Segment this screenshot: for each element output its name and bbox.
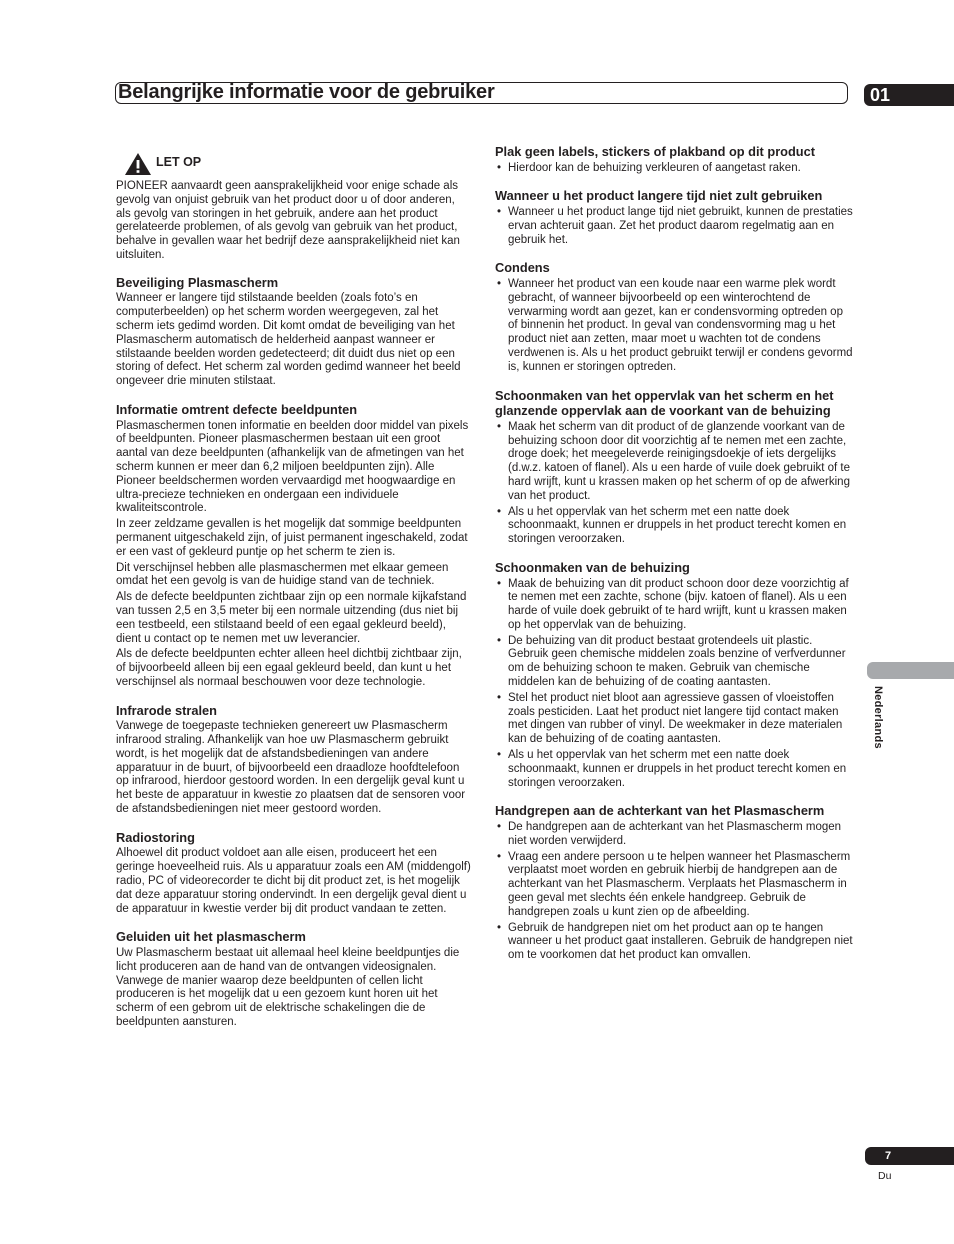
- left-column: [116, 150, 471, 1043]
- section-informatie-omtrent-defecte-beeldpunten: [116, 402, 471, 690]
- page-title: Belangrijke informatie voor de gebruiker: [118, 81, 495, 103]
- section-paragraph: In zeer zeldzame gevallen is het mogelijk dat sommige beeldpunten permanent uitgeschakeld zijn, of juist permanent ingeschakeld, zodat er een vast of gekleurd puntje op het scherm te zien is.: [116, 518, 468, 558]
- bullet-item: • De handgrepen aan de achterkant van het Plasmascherm mogen niet worden verwijderd.: [495, 821, 855, 849]
- section-paragraph: Uw Plasmascherm bestaat uit allemaal heel kleine beeldpuntjes die licht produceren aan de hand van de ontvangen videosignalen. Vanwege de manier waarop deze beeldpunten of cellen licht produceren is het mogelijk dat u een gezoem kunt horen uit het scherm of een gebrom uit de elektrische schakelingen die de beeldpunten aansturen.: [116, 947, 460, 1029]
- right-column: [495, 144, 855, 976]
- section-heading: Plak geen labels, stickers of plakband op dit product: [495, 144, 815, 159]
- section-heading: Schoonmaken van het oppervlak van het scherm en het glanzende oppervlak aan de voorkant van de behuizing: [495, 387, 834, 419]
- bullet-item: • Vraag een andere persoon u te helpen wanneer het Plasmascherm verplaatst moet worden en gebruik hierbij de handgrepen aan de achterkant van het Plasmascherm. Verplaats het Plasmascherm in geen geval met slechts één enkele handgreep. Gebruik de handgrepen zoals u kunt zien op de afbeelding.: [495, 851, 855, 920]
- section-heading: Geluiden uit het plasmascherm: [116, 929, 306, 945]
- bullet-item: • Wanneer u het product lange tijd niet gebruikt, kunnen de prestaties ervan achteruit gaan. Zet het product daarom regelmatig aan en gebruik het.: [495, 206, 855, 247]
- bullet-list: [495, 578, 855, 791]
- bullet-item: • Als u het oppervlak van het scherm met een natte doek schoonmaakt, kunnen er druppels in het product terecht komen en storingen veroorzaken.: [495, 749, 855, 790]
- bullet-item: • Als u het oppervlak van het scherm met een natte doek schoonmaakt, kunnen er druppels in het product terecht komen en storingen veroorzaken.: [495, 506, 855, 547]
- bullet-list: [495, 206, 855, 247]
- section-heading: Handgrepen aan de achterkant van het Plasmascherm: [495, 803, 825, 819]
- bullet-list: [495, 278, 855, 375]
- bullet-item: • Gebruik de handgrepen niet om het product aan op te hangen wanneer u het product gaat installeren. Gebruik de handgrepen niet om te voorkomen dat het product kan omvallen.: [495, 922, 855, 963]
- section-heading: Beveiliging Plasmascherm: [116, 274, 279, 290]
- section-heading: Radiostoring: [116, 829, 195, 845]
- section-paragraph: Plasmaschermen tonen informatie en beelden door middel van pixels of beeldpunten. Pioneer plasmaschermen bestaan uit een groot aantal van deze beeldpunten (afhankelijk van de afmetingen van het scherm kunnen er meer dan 6,2 miljoen beeldpunten zijn). Alle Pioneer beeldschermen worden vervaardigd met hoogwaardige en ultra-precieze technieken en ondergaan een individuele kwaliteitscontrole.: [116, 419, 469, 515]
- section-paragraph: Als de defecte beeldpunten zichtbaar zijn op een normale kijkafstand van tussen 2,5 en 3,5 meter bij een normale uitzending (dus niet bij een testbeeld, een stilstaand beeld of een egaal gekleurd beeld), dient u contact op te nemen met uw leverancier.: [116, 591, 467, 645]
- section-paragraph: Wanneer er langere tijd stilstaande beelden (zoals foto’s en computerbeelden) op het scherm worden weergegeven, zal het scherm iets gedimd worden. Dit komt omdat de beveiliging van het Plasmascherm automatisch de helderheid aanpast wanneer er stilstaande beelden worden gedetecteerd; dit duidt dus niet op een storing of defect. Het scherm zal worden gedimd wanneer het beeld ongeveer drie minuten stilstaat.: [116, 292, 461, 388]
- section-heading: Wanneer u het product langere tijd niet zult gebruiken: [495, 188, 823, 204]
- section-schoonmaken-van-de-behuizing: [495, 560, 855, 791]
- warning-triangle-icon: [124, 152, 152, 176]
- bullet-item: • Hierdoor kan de behuizing verkleuren of aangetast raken.: [495, 162, 855, 176]
- bullet-item: • Wanneer het product van een koude naar een warme plek wordt gebracht, of wanneer bijvoorbeeld op een winterochtend de verwarming wordt aan gezet, kan er condensvorming optreden op of binnenin het product. In geval van condensvorming mag u het product niet aan zetten, maar moet u wachten tot de condens verdwenen is. Als u het product gebruikt terwijl er condens gevormd is, kunnen er storingen optreden.: [495, 278, 855, 375]
- bullet-item: • Maak de behuizing van dit product schoon door deze voorzichtig af te nemen met een zachte, schone (bijv. katoen of flanel). Als u een harde of vuile doek gebruikt of te hard wrijft, kunt u krassen maken op het oppervlak van de behuizing.: [495, 578, 855, 633]
- bullet-item: • Stel het product niet bloot aan agressieve gassen of vloeistoffen zoals pesticiden. Laat het product niet langere tijd contact maken met dingen van rubber of vinyl. De weekmaker in deze materialen kan de behuizing of de coating aantasten.: [495, 692, 855, 747]
- section-geluiden-uit-het-plasmascherm: [116, 929, 471, 1029]
- section-schoonmaken-van-het-oppervlak-van-het-sc: [495, 388, 855, 547]
- section-heading: Condens: [495, 260, 550, 276]
- caution-title: LET OP: [156, 155, 202, 169]
- caution-text: PIONEER aanvaardt geen aansprakelijkheid voor enige schade als gevolg van onjuist gebruik van het product door u of door anderen, als gevolg van storingen in het gebruik, andere aan het product gerelateerde problemen, of als gevolg van gebruik van het product, behalve in gevallen waar het bedrijf deze aansprakelijkheid niet kan uitsluiten.: [116, 180, 460, 261]
- language-label: Nederlands: [872, 686, 884, 749]
- section-heading: Schoonmaken van de behuizing: [495, 559, 690, 575]
- section-paragraph: Alhoewel dit product voldoet aan alle eisen, produceert het een geringe hoeveelheid ruis. Als u apparatuur zoals een AM (middengolf) radio, PC of videorecorder te dicht bij dit product zet, is het mogelijk dat deze apparatuur storing ondervindt. In een dergelijk geval dient u de apparatuur in kwestie verder bij dit product vandaan te zetten.: [116, 847, 471, 915]
- section-infrarode-stralen: [116, 703, 471, 817]
- page-language-code: Du: [878, 1170, 892, 1182]
- bullet-item: • Maak het scherm van dit product of de glanzende voorkant van de behuizing schoon door dit voorzichtig af te nemen met een zachte, droge doek; het meegeleverde reinigingsdoekje of iets dergelijks (d.w.z. katoen of flanel). Als u een harde of vuile doek gebruikt of te hard wrijft, kunt u krassen maken op het scherm of op de afwerking van het product.: [495, 421, 855, 504]
- bullet-list: [495, 162, 855, 176]
- section-paragraph: Als de defecte beeldpunten echter alleen heel dichtbij zichtbaar zijn, of bijvoorbeeld alleen bij een egaal gekleurd beeld, dan kunt u het verschijnsel als normaal beschouwen voor deze technologie.: [116, 648, 462, 688]
- chapter-number: 01: [864, 84, 954, 106]
- right-sections: [495, 144, 855, 963]
- section-paragraph: Dit verschijnsel hebben alle plasmaschermen met elkaar gemeen omdat het een gevolg is van de huidige stand van de techniek.: [116, 561, 449, 588]
- section-beveiliging-plasmascherm: [116, 275, 471, 389]
- language-tab: [867, 662, 954, 679]
- section-handgrepen-aan-de-achterkant-van-het-pla: [495, 803, 855, 963]
- bullet-list: [495, 421, 855, 547]
- section-heading: Informatie omtrent defecte beeldpunten: [116, 401, 358, 417]
- left-sections: [116, 275, 471, 1030]
- caution-block: [116, 150, 471, 263]
- bullet-item: • De behuizing van dit product bestaat grotendeels uit plastic. Gebruik geen chemische middelen zoals benzine of verfverdunner om de behuizing schoon te maken. Gebruik van chemische middelen kan de behuizing of de coating aantasten.: [495, 635, 855, 690]
- page-number: 7: [865, 1147, 954, 1165]
- section-paragraph: Vanwege de toegepaste technieken genereert uw Plasmascherm infrarood straling. Afhankelijk van hoe uw Plasmascherm gebruikt wordt, is het mogelijk dat de afstandsbedieningen van andere apparatuur in de buurt, of bijvoorbeeld een draadloze hoofdtelefoon op infrarood, hierdoor gestoord worden. In een dergelijk geval kunt u het beste de apparatuur in kwestie zo plaatsen dat de sensoren voor de afstandsbedieningen niet meer gestoord worden.: [116, 720, 466, 816]
- section-wanneer-u-het-product-langere-tijd-niet-: [495, 188, 855, 247]
- bullet-list: [495, 821, 855, 963]
- section-radiostoring: [116, 830, 471, 917]
- section-condens: [495, 260, 855, 374]
- section-plak-geen-labels-stickers-of-plakband-op: [495, 144, 855, 175]
- section-heading: Infrarode stralen: [116, 702, 217, 718]
